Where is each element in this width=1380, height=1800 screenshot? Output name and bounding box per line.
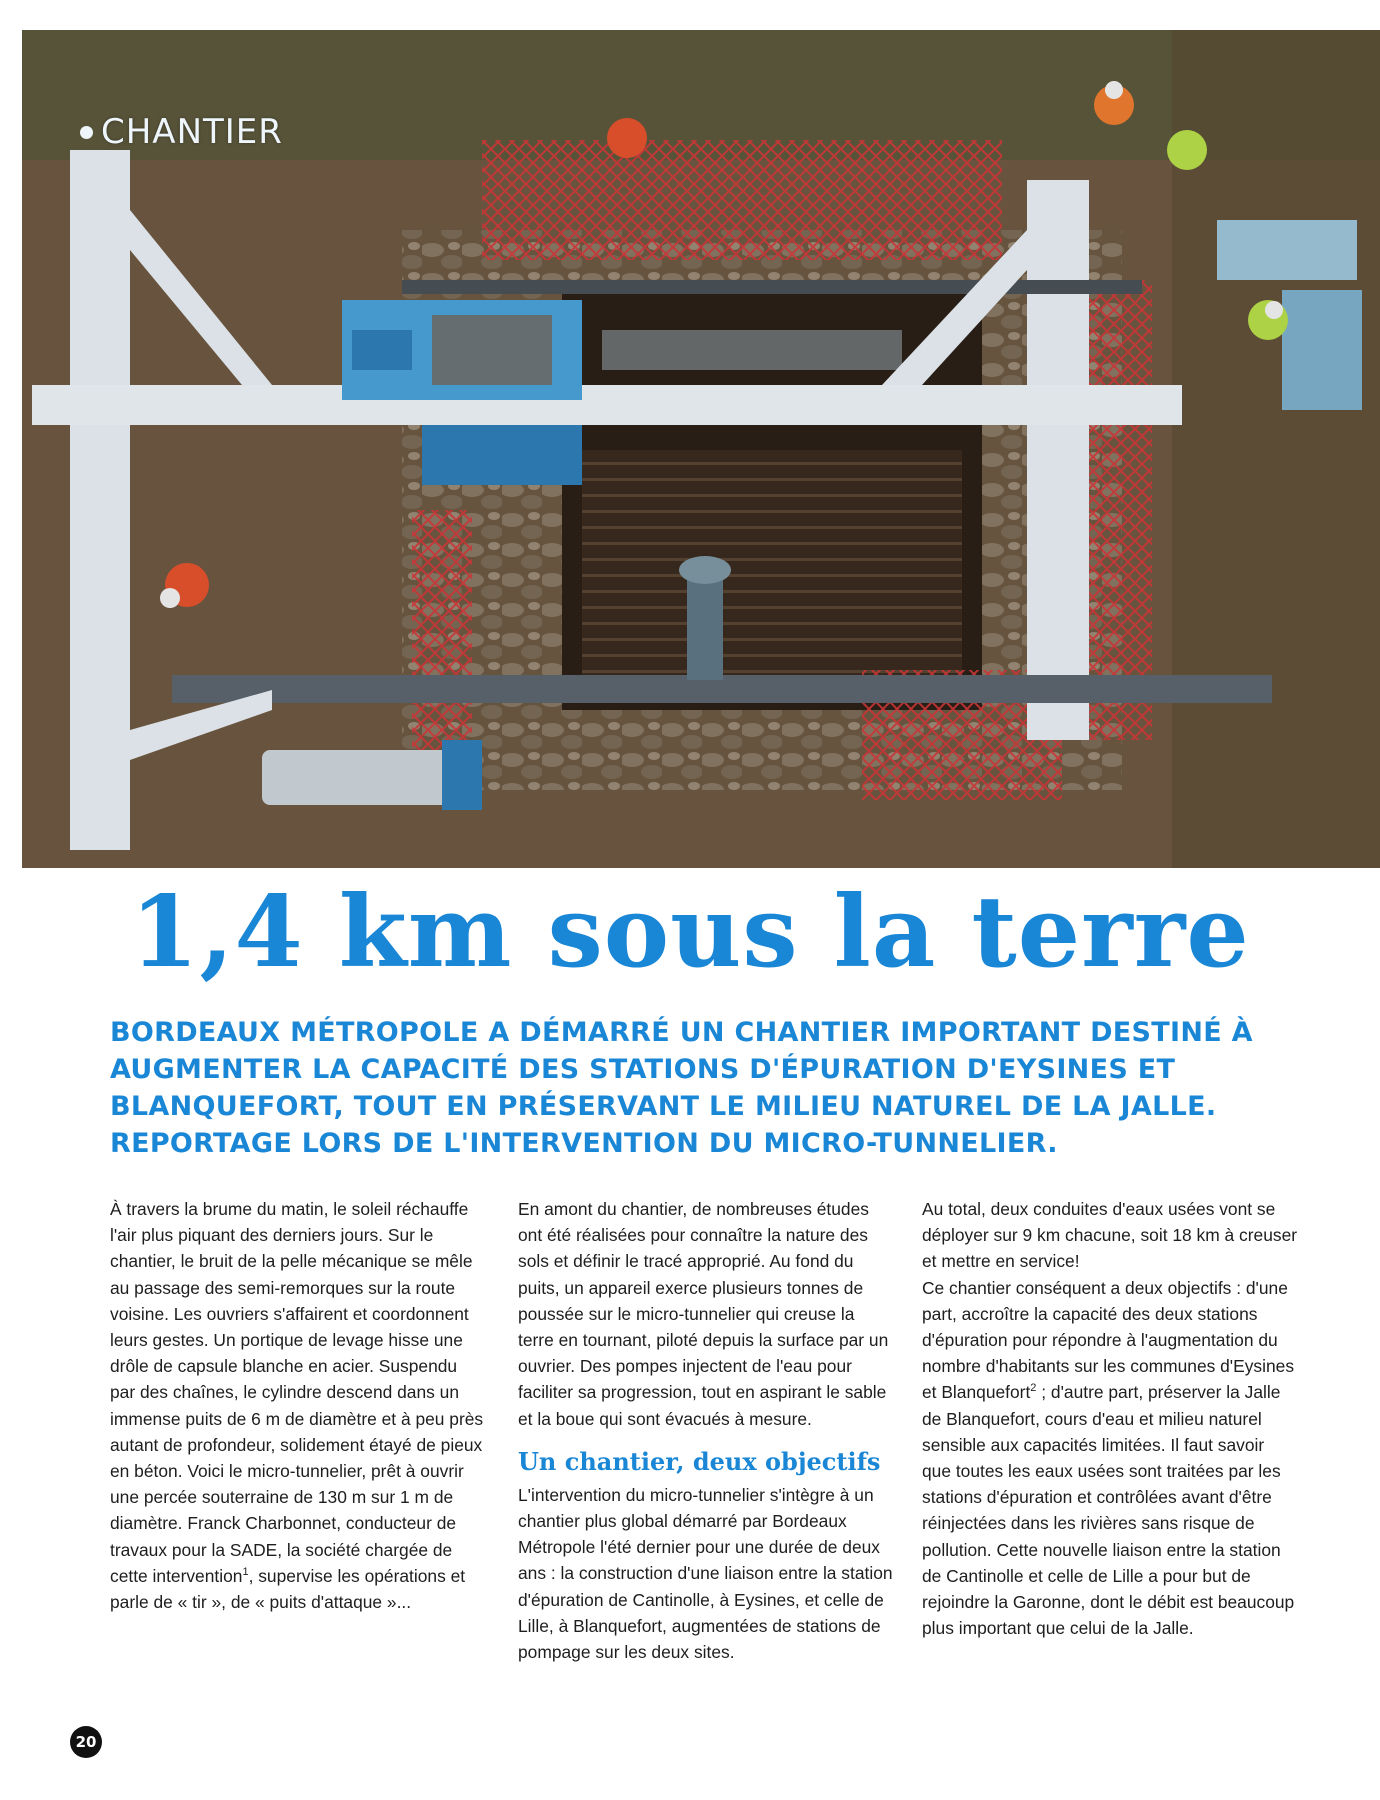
article-headline: 1,4 km sous la terre (130, 875, 1250, 990)
bullet-icon (80, 126, 93, 139)
construction-site-aerial-photo (22, 30, 1380, 868)
footnote-ref: 2 (1030, 1382, 1037, 1395)
paragraph: L'intervention du micro-tunnelier s'intègre à un chantier plus global démarré par Bordeaux Métropole l'été dernier pour une durée de deux ans : la construction d'une liaison entre la station d'épuration de Cantinolle, à Eysines, et celle de Lille, à Blanquefort, augmentées de stations de pompage sur les deux sites. (518, 1484, 893, 1663)
article-lead: BORDEAUX MÉTROPOLE A DÉMARRÉ UN CHANTIER IMPORTANT DESTINÉ À AUGMENTER LA CAPACITÉ DES STATIONS D'ÉPURATION D'EYSINES ET BLANQUEFORT, TOUT EN PRÉSERVANT LE MILIEU NATUREL DE LA JALLE. REPORTAGE LORS DE L'INTERVENTION DU MICRO-TUNNELIER. (110, 1017, 1253, 1159)
paragraph: Au total, deux conduites d'eaux usées vont se déployer sur 9 km chacune, soit 18 km à creuser et mettre en service! (922, 1199, 1298, 1272)
paragraph: En amont du chantier, de nombreuses études ont été réalisées pour connaître la nature des sols et définir le tracé approprié. Au fond du puits, un appareil exerce plusieurs tonnes de poussée sur le micro-tunnelier qui creuse la terre en tournant, piloté depuis la surface par un ouvrier. Des pompes injectent de l'eau pour faciliter sa progression, tout en aspirant le sable et la boue qui sont évacués à mesure. (518, 1199, 889, 1429)
section-tag-label: CHANTIER (101, 112, 283, 152)
paragraph: À travers la brume du matin, le soleil réchauffe l'air plus piquant des derniers jours. Sur le chantier, le bruit de la pelle mécanique se mêle au passage des semi-remorques sur la route voisine. Les ouvriers s'affairent et coordonnent leurs gestes. Un portique de levage hisse une drôle de capsule blanche en acier. Suspendu par des chaînes, le cylindre descend dans un immense puits de 6 m de diamètre et à peu près autant de profondeur, solidement étayé de pieux en béton. Voici le micro-tunnelier, prêt à ouvrir une percée souterraine de 130 m sur 1 m de diamètre. Franck Charbonnet, conducteur de travaux pour la SADE, la société chargée de cette intervention$^1$, supervise les opérations et parle de « tir », de « puits d'attaque »... (110, 1199, 484, 1613)
paragraph: Ce chantier conséquent a deux objectifs : d'une part, accroître la capacité des deux stations d'épuration pour répondre à l'augmentation du nombre d'habitants sur les communes d'Eysines et Blanquefort$^2$ ; d'autre part, préserver la Jalle de Blanquefort, cours d'eau et milieu naturel sensible aux capacités limitées. Il faut savoir que toutes les eaux usées sont traitées par les stations d'épuration et contrôlées avant d'être réinjectées dans les rivières sans risque de pollution. Cette nouvelle liaison entre la station de Cantinolle et celle de Lille a pour but de rejoindre la Garonne, dont le débit est beaucoup plus important que celui de la Jalle. (922, 1277, 1295, 1639)
section-tag (80, 112, 283, 152)
header-photo (22, 30, 1380, 868)
footnote-ref: 1 (242, 1566, 249, 1579)
page-number: 20 (70, 1726, 102, 1758)
subheading: Un chantier, deux objectifs (518, 1446, 881, 1476)
text-column-1 (110, 1196, 486, 1615)
text-column-3 (922, 1196, 1298, 1641)
text-column-2 (518, 1196, 894, 1665)
